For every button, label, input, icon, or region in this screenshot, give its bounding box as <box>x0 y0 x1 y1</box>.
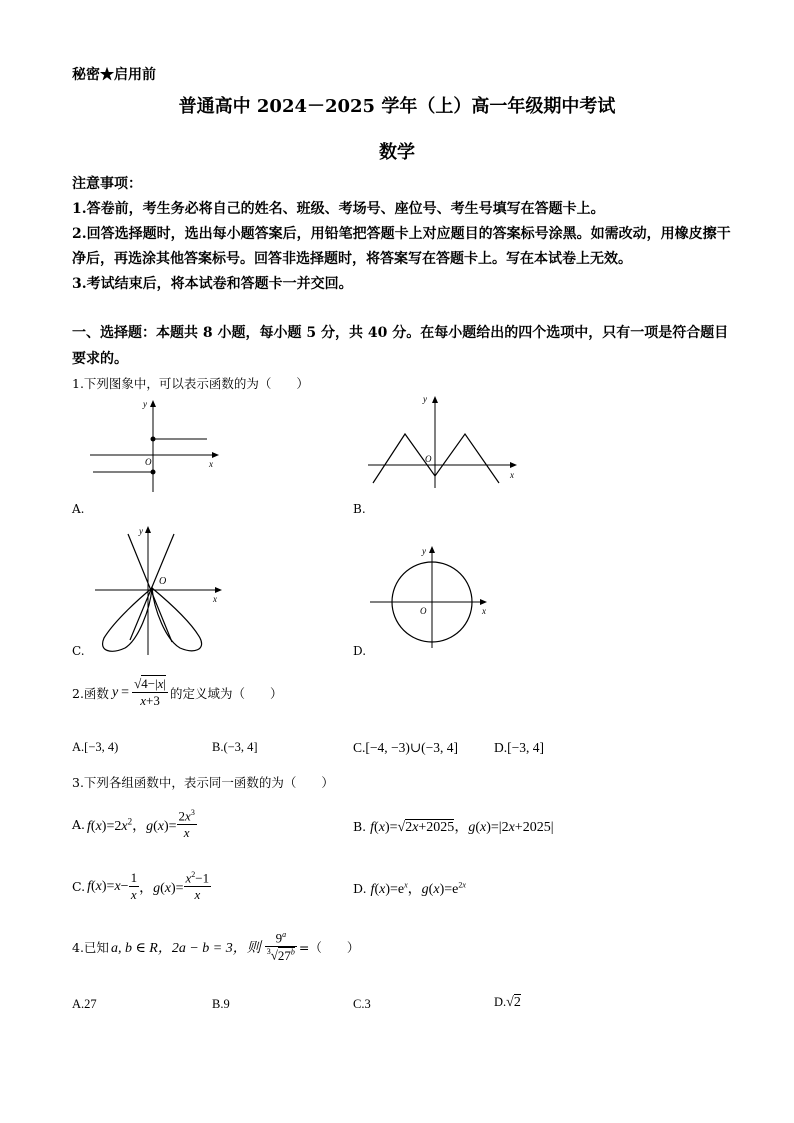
exam-subject: 数学 <box>379 142 415 163</box>
note-1: 1.答卷前，考生务必将自己的姓名、班级、考场号、座位号、考生号填写在答题卡上。 <box>72 201 605 217</box>
graph-d <box>365 540 495 650</box>
q4-option-a: A.27 <box>72 997 97 1011</box>
q1-option-a: A. <box>72 502 85 516</box>
q2-option-c: C.[−4, −3)∪(−3, 4] <box>353 740 459 755</box>
section-heading: 一、选择题：本题共 8 小题，每小题 5 分，共 40 分。在每小题给出的四个选项中，只有一项是符合题目要求的。 <box>72 325 729 367</box>
svg-text:y: y <box>423 394 427 404</box>
confidential-mark: 秘密★启用前 <box>72 67 156 83</box>
note-2: 2.回答选择题时，选出每小题答案后，用铅笔把答题卡上对应题目的答案标号涂黑。如需改动，用橡皮擦干净后，再选涂其他答案标号。回答非选择题时，将答案写在答题卡上。写在本试卷上无效。 <box>72 226 731 267</box>
q4-option-b: B.9 <box>212 997 230 1011</box>
note-3: 3.考试结束后，将本试卷和答题卡一并交回。 <box>72 276 353 292</box>
graph-b <box>365 388 525 493</box>
q2-stem: 2.函数 y = $\frac{√4-|x|}{x+3}$ 的定义域为（ ） <box>72 676 283 708</box>
svg-text:O: O <box>159 576 167 587</box>
q3-option-c: C. f(x)=x− $\frac{1}{x}$ ，g(x)= $\frac{x^2-1}{x}$ <box>72 870 210 903</box>
svg-text:x: x <box>482 606 486 616</box>
exam-title: 普通高中 2024－2025 学年（上）高一年级期中考试 <box>178 96 616 117</box>
notes <box>72 172 732 297</box>
graph-c <box>90 520 230 660</box>
svg-text:x: x <box>213 594 217 604</box>
notes-heading: 注意事项： <box>72 176 142 192</box>
q3-option-a: A. $f(x)=2x^2$，g(x)= $\frac{2x^3}{x}$ <box>72 808 195 841</box>
svg-text:O: O <box>425 454 432 464</box>
svg-text:x: x <box>510 470 514 480</box>
q4-option-d: D.√2 <box>494 995 521 1010</box>
x-label: x <box>209 459 213 469</box>
q2-option-d: D.[−3, 4] <box>494 740 544 755</box>
q1-stem: 1.下列图象中，可以表示函数的为（ ） <box>72 376 309 391</box>
q1-option-b: B. <box>353 502 366 516</box>
svg-text:O: O <box>420 606 427 616</box>
q2-formula: $\frac{√4-|x|}{x+3}$ <box>134 676 167 708</box>
y-label: y <box>143 399 147 409</box>
svg-text:y: y <box>139 526 143 536</box>
q3-stem: 3.下列各组函数中，表示同一函数的为（ ） <box>72 775 334 790</box>
q1-option-c: C. <box>72 644 85 658</box>
q3-option-b: B. f(x)=√2x+2025，g(x)=|2x+2025| <box>353 819 554 835</box>
q2-option-a: A.[−3, 4) <box>72 740 119 754</box>
q4-formula: $\frac{9^a}{^3√27^b}$ <box>266 930 295 963</box>
q4-option-c: C.3 <box>353 997 371 1011</box>
q3-option-d: D. $f(x)=e^x$，$g(x)=e^{2x}$ <box>353 880 466 897</box>
graph-a <box>85 392 225 497</box>
origin-label: O <box>145 457 152 467</box>
svg-text:y: y <box>422 546 426 556</box>
q1-option-d: D. <box>353 644 367 658</box>
q2-option-b: B.(−3, 4] <box>212 740 258 754</box>
q4-stem: 4.已知 a, b ∈ R，2a − b = 3，则 $\frac{9^a}{^3√27^b}$ =（ ） <box>72 930 360 963</box>
x-arrow-icon <box>212 452 219 458</box>
y-arrow-icon <box>150 400 156 407</box>
